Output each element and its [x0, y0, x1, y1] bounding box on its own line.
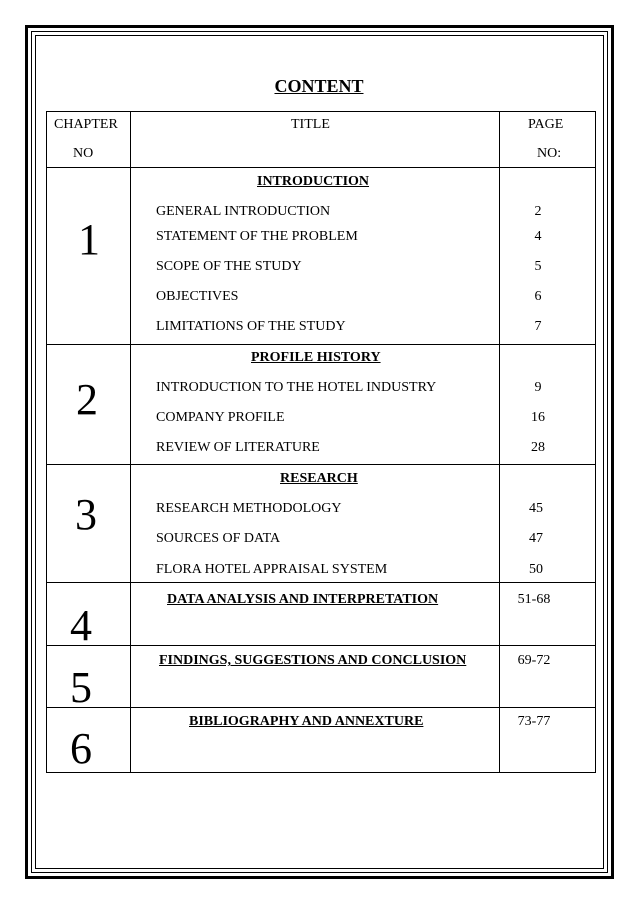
toc-entry-title: LIMITATIONS OF THE STUDY [156, 319, 346, 334]
toc-entry-title: OBJECTIVES [156, 289, 239, 304]
toc-entry-page: 9 [534, 380, 542, 395]
toc-entry-page: 73-77 [517, 714, 551, 729]
header-page-no: NO: [537, 146, 562, 161]
chapter-number: 4 [70, 601, 92, 650]
table-left-line [46, 111, 47, 772]
page-title: CONTENT [274, 76, 364, 96]
header-title: TITLE [291, 117, 330, 132]
header-chapter: CHAPTER [54, 117, 118, 132]
column-divider [499, 111, 500, 772]
toc-entry-title: INTRODUCTION TO THE HOTEL INDUSTRY [156, 380, 437, 395]
toc-entry-page: 28 [531, 440, 545, 455]
section-heading: PROFILE HISTORY [251, 350, 381, 365]
header-bottom-line [46, 167, 596, 168]
chapter-number: 1 [78, 215, 100, 264]
header-chapter-no: NO [73, 146, 94, 161]
row-divider [46, 707, 596, 708]
toc-entry-page: 4 [534, 229, 542, 244]
section-heading: DATA ANALYSIS AND INTERPRETATION [167, 592, 439, 607]
toc-entry-title: STATEMENT OF THE PROBLEM [156, 229, 358, 244]
table-bottom-line [46, 772, 596, 773]
toc-entry-page: 7 [534, 319, 542, 334]
toc-entry-title: REVIEW OF LITERATURE [156, 440, 320, 455]
toc-entry-page: 51-68 [517, 592, 551, 607]
toc-entry-page: 2 [534, 204, 542, 219]
toc-entry-title: COMPANY PROFILE [156, 410, 285, 425]
toc-entry-title: GENERAL INTRODUCTION [156, 204, 331, 219]
toc-entry-title: SOURCES OF DATA [156, 531, 281, 546]
toc-entry-page: 47 [529, 531, 543, 546]
toc-entry-title: FLORA HOTEL APPRAISAL SYSTEM [156, 562, 388, 577]
chapter-number: 6 [70, 724, 92, 773]
section-heading: FINDINGS, SUGGESTIONS AND CONCLUSION [159, 653, 467, 668]
toc-entry-page: 6 [534, 289, 542, 304]
chapter-number: 3 [75, 490, 97, 539]
section-heading: BIBLIOGRAPHY AND ANNEXTURE [189, 714, 424, 729]
table-top-line [46, 111, 596, 112]
header-page: PAGE [528, 117, 564, 132]
toc-entry-title: RESEARCH METHODOLOGY [156, 501, 342, 516]
toc-entry-page: 16 [531, 410, 545, 425]
chapter-number: 5 [70, 663, 92, 712]
row-divider [46, 582, 596, 583]
toc-entry-page: 45 [529, 501, 543, 516]
toc-entry-page: 69-72 [517, 653, 551, 668]
toc-entry-page: 50 [529, 562, 543, 577]
table-right-line [595, 111, 596, 772]
row-divider [46, 645, 596, 646]
toc-entry-title: SCOPE OF THE STUDY [156, 259, 302, 274]
row-divider [46, 344, 596, 345]
row-divider [46, 464, 596, 465]
column-divider [130, 111, 131, 772]
toc-entry-page: 5 [534, 259, 542, 274]
section-heading: RESEARCH [280, 471, 358, 486]
section-heading: INTRODUCTION [257, 174, 370, 189]
chapter-number: 2 [76, 375, 98, 424]
